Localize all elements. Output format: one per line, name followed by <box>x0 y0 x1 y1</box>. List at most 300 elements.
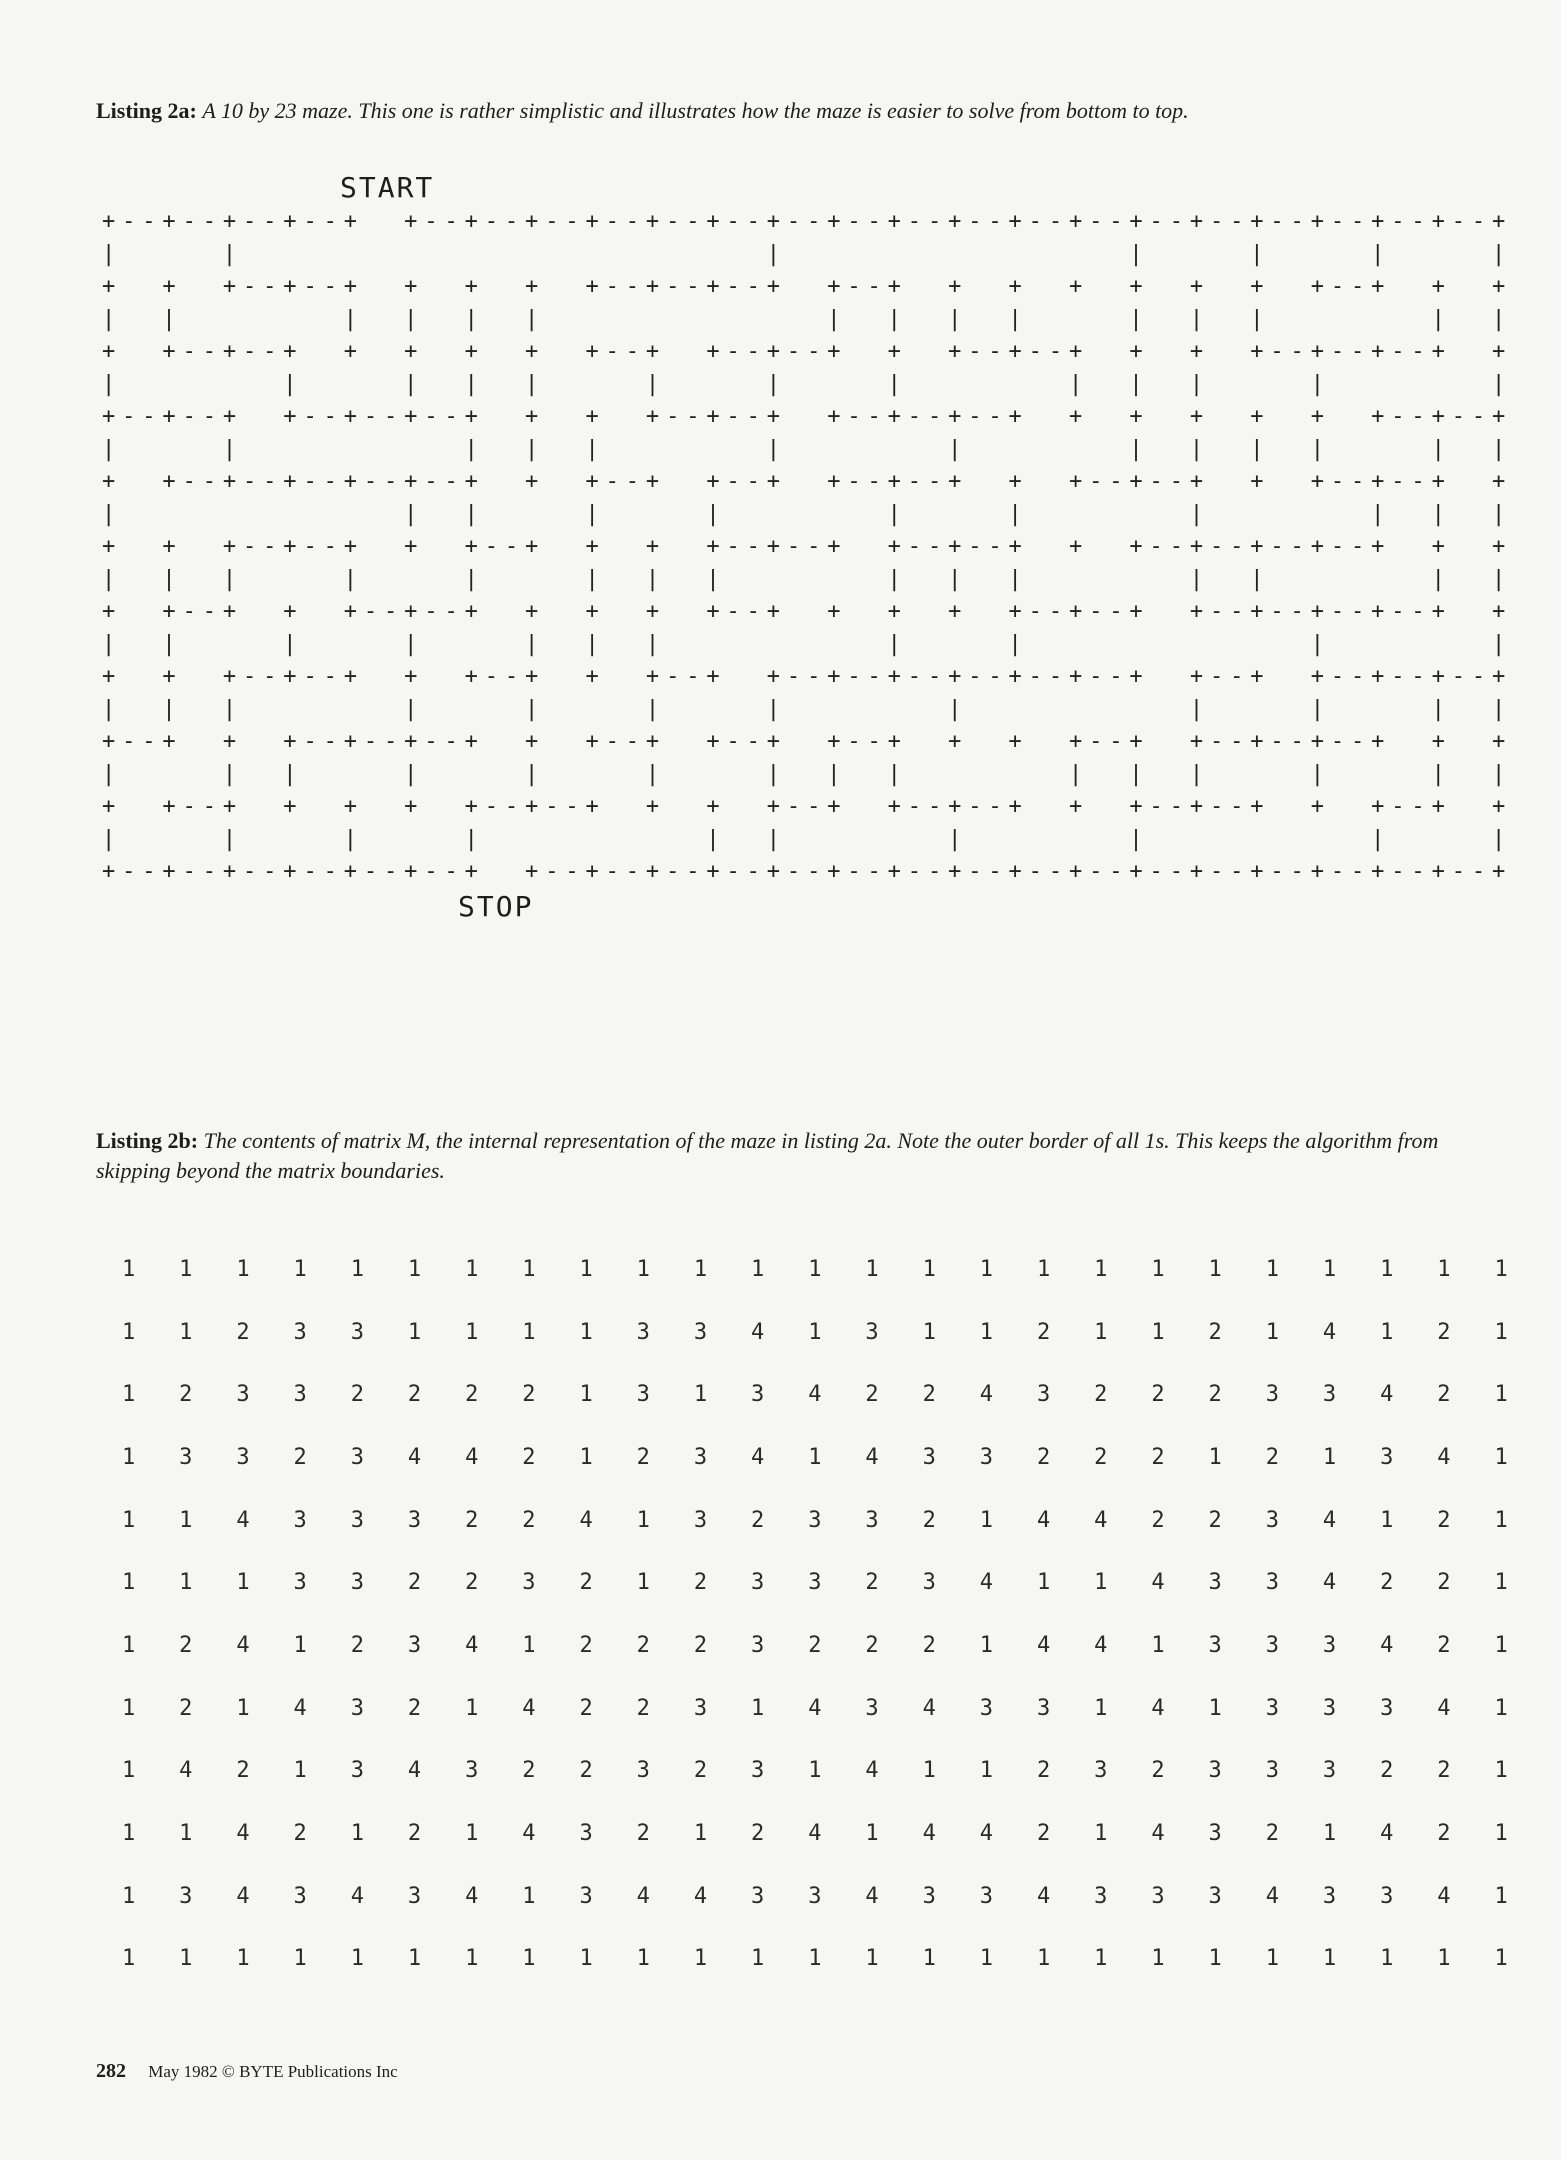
matrix-cell: 2 <box>522 1507 536 1533</box>
matrix-cell: 2 <box>1265 1444 1279 1470</box>
matrix-cell: 2 <box>350 1632 364 1658</box>
matrix-cell: 3 <box>579 1821 593 1847</box>
matrix-cell: 1 <box>1380 1256 1394 1282</box>
matrix-cell: 3 <box>350 1570 364 1596</box>
matrix-cell: 1 <box>636 1256 650 1282</box>
matrix-cell: 2 <box>522 1758 536 1784</box>
matrix-cell: 2 <box>236 1758 250 1784</box>
matrix-cell: 4 <box>979 1570 994 1596</box>
matrix-cell: 1 <box>693 1382 708 1408</box>
matrix-cell: 2 <box>1437 1382 1451 1408</box>
maze-listing <box>102 170 1512 925</box>
matrix-cell: 3 <box>1265 1382 1279 1408</box>
matrix-row <box>100 1363 1530 1426</box>
maze-line: +--+--+--+--+--+--+ +--+--+--+--+--+--+--+--+--+--+--+--+--+--+--+--+ <box>102 859 1513 884</box>
matrix-cell: 4 <box>350 1883 364 1909</box>
matrix-cell: 2 <box>179 1632 193 1658</box>
matrix-cell: 2 <box>407 1695 422 1721</box>
matrix-cell: 4 <box>1322 1507 1337 1533</box>
matrix-cell: 4 <box>236 1507 250 1533</box>
matrix-cell: 3 <box>808 1570 822 1596</box>
matrix-cell: 2 <box>1094 1444 1108 1470</box>
matrix-cell: 2 <box>1380 1758 1394 1784</box>
matrix-cell: 1 <box>1380 1946 1394 1972</box>
matrix-cell: 4 <box>236 1883 250 1909</box>
matrix-cell: 1 <box>1208 1444 1222 1470</box>
matrix-cell: 1 <box>293 1632 307 1658</box>
matrix-cell: 1 <box>808 1256 822 1282</box>
matrix-cell: 1 <box>636 1946 650 1972</box>
matrix-cell: 3 <box>751 1382 765 1408</box>
matrix-cell: 2 <box>236 1319 250 1345</box>
maze-line: | | | | | | | | | | | | | | | <box>102 761 1513 787</box>
matrix-cell: 3 <box>179 1883 193 1909</box>
matrix-cell: 3 <box>1094 1758 1108 1784</box>
matrix-cell: 2 <box>465 1507 479 1533</box>
matrix-cell: 2 <box>636 1821 650 1847</box>
matrix-cell: 3 <box>1036 1382 1051 1408</box>
matrix-cell: 1 <box>121 1507 136 1533</box>
matrix-row <box>100 1551 1530 1614</box>
matrix-cell: 1 <box>922 1256 936 1282</box>
matrix-cell: 3 <box>407 1507 422 1533</box>
matrix-cell: 2 <box>865 1632 879 1658</box>
matrix-cell: 3 <box>1265 1507 1279 1533</box>
matrix-cell: 1 <box>465 1821 479 1847</box>
maze-line: + + +--+--+ + +--+ + +--+ +--+--+--+--+--+--+ +--+ +--+--+--+ <box>102 664 1513 689</box>
matrix-cell: 1 <box>121 1695 136 1721</box>
matrix-cell: 1 <box>1094 1256 1108 1282</box>
matrix-cell: 1 <box>1036 1570 1051 1596</box>
matrix-cell: 4 <box>1094 1632 1108 1658</box>
matrix-cell: 1 <box>636 1507 650 1533</box>
matrix-cell: 1 <box>121 1946 136 1972</box>
matrix-cell: 1 <box>693 1946 708 1972</box>
matrix-cell: 4 <box>1437 1883 1451 1909</box>
matrix-cell: 4 <box>979 1382 994 1408</box>
maze-line: +--+--+ +--+--+--+ + + +--+--+ +--+--+--+ + + + + + +--+--+ <box>102 404 1513 429</box>
matrix-cell: 3 <box>1322 1758 1337 1784</box>
matrix-cell: 1 <box>1322 1256 1337 1282</box>
matrix-cell: 4 <box>1151 1821 1165 1847</box>
matrix-cell: 3 <box>1208 1883 1222 1909</box>
matrix-cell: 2 <box>1437 1632 1451 1658</box>
matrix-cell: 4 <box>1380 1821 1394 1847</box>
matrix-cell: 2 <box>579 1758 593 1784</box>
matrix-cell: 3 <box>350 1758 364 1784</box>
matrix-cell: 1 <box>1208 1256 1222 1282</box>
matrix-cell: 1 <box>1208 1946 1222 1972</box>
matrix-row <box>100 1928 1530 1991</box>
matrix-cell: 2 <box>1265 1821 1279 1847</box>
listing-2a-label: Listing 2a: <box>96 98 197 123</box>
matrix-cell: 3 <box>1265 1695 1279 1721</box>
matrix-cell: 3 <box>1208 1570 1222 1596</box>
matrix-cell: 1 <box>1494 1382 1508 1408</box>
matrix-cell: 1 <box>1437 1946 1451 1972</box>
matrix-cell: 3 <box>1208 1632 1222 1658</box>
matrix-cell: 4 <box>808 1821 822 1847</box>
matrix-cell: 4 <box>922 1695 936 1721</box>
matrix-cell: 1 <box>121 1883 136 1909</box>
maze-line: | | | | | | | | | | <box>102 826 1513 852</box>
matrix-cell: 2 <box>1208 1507 1222 1533</box>
matrix-cell: 3 <box>922 1444 936 1470</box>
matrix-cell: 3 <box>693 1695 708 1721</box>
matrix-cell: 3 <box>1265 1632 1279 1658</box>
matrix-cell: 1 <box>522 1632 536 1658</box>
matrix-cell: 1 <box>1494 1821 1508 1847</box>
matrix-cell: 1 <box>121 1256 136 1282</box>
matrix-cell: 1 <box>522 1256 536 1282</box>
matrix-row <box>100 1489 1530 1552</box>
matrix-cell: 4 <box>636 1883 650 1909</box>
listing-2b-label: Listing 2b: <box>96 1128 199 1153</box>
matrix-cell: 2 <box>1151 1382 1165 1408</box>
matrix-cell: 4 <box>522 1695 536 1721</box>
matrix-cell: 3 <box>1265 1570 1279 1596</box>
matrix-cell: 2 <box>1437 1319 1451 1345</box>
matrix-cell: 3 <box>979 1695 994 1721</box>
matrix-cell: 3 <box>751 1758 765 1784</box>
matrix-cell: 1 <box>1094 1570 1108 1596</box>
matrix-cell: 1 <box>1380 1319 1394 1345</box>
matrix-cell: 1 <box>522 1946 536 1972</box>
matrix-cell: 4 <box>293 1695 307 1721</box>
matrix-cell: 3 <box>293 1883 307 1909</box>
matrix-cell: 1 <box>1036 1256 1051 1282</box>
matrix-cell: 3 <box>636 1319 650 1345</box>
matrix-cell: 2 <box>751 1821 765 1847</box>
matrix-cell: 2 <box>350 1382 364 1408</box>
matrix-cell: 2 <box>1036 1444 1051 1470</box>
matrix-cell: 2 <box>636 1695 650 1721</box>
matrix-cell: 2 <box>693 1758 708 1784</box>
matrix-cell: 1 <box>350 1821 364 1847</box>
maze-line: | | | | | | | | | | | <box>102 501 1513 527</box>
matrix-cell: 1 <box>979 1319 994 1345</box>
matrix-cell: 3 <box>808 1507 822 1533</box>
matrix-cell: 2 <box>1036 1821 1051 1847</box>
matrix-cell: 1 <box>522 1319 536 1345</box>
matrix-cell: 3 <box>1151 1883 1165 1909</box>
matrix-cell: 1 <box>1494 1319 1508 1345</box>
matrix-cell: 4 <box>465 1883 479 1909</box>
matrix-cell: 3 <box>922 1570 936 1596</box>
matrix-cell: 1 <box>1151 1256 1165 1282</box>
matrix-cell: 3 <box>236 1382 250 1408</box>
matrix-cell: 3 <box>407 1632 422 1658</box>
matrix-cell: 4 <box>751 1319 765 1345</box>
matrix-cell: 4 <box>1151 1570 1165 1596</box>
matrix-cell: 2 <box>693 1632 708 1658</box>
matrix-cell: 4 <box>1036 1632 1051 1658</box>
matrix-cell: 1 <box>465 1256 479 1282</box>
matrix-cell: 3 <box>1208 1821 1222 1847</box>
matrix-cell: 4 <box>1151 1695 1165 1721</box>
matrix-cell: 3 <box>1036 1695 1051 1721</box>
matrix-cell: 1 <box>1494 1758 1508 1784</box>
matrix-cell: 2 <box>636 1444 650 1470</box>
matrix-cell: 2 <box>465 1382 479 1408</box>
matrix-row <box>100 1865 1530 1928</box>
matrix-cell: 1 <box>121 1821 136 1847</box>
matrix-cell: 2 <box>865 1382 879 1408</box>
matrix-cell: 1 <box>1322 1821 1337 1847</box>
matrix-cell: 4 <box>407 1444 422 1470</box>
matrix-cell: 1 <box>808 1758 822 1784</box>
matrix-cell: 4 <box>1437 1695 1451 1721</box>
matrix-cell: 1 <box>179 1946 193 1972</box>
matrix-cell: 3 <box>808 1883 822 1909</box>
matrix-cell: 1 <box>179 1319 193 1345</box>
matrix-cell: 1 <box>1094 1695 1108 1721</box>
matrix-cell: 4 <box>1036 1883 1051 1909</box>
matrix-cell: 1 <box>979 1507 994 1533</box>
matrix-cell: 2 <box>1151 1758 1165 1784</box>
matrix-cell: 4 <box>236 1821 250 1847</box>
maze-line: | | | | | | | | | | | | | | | <box>102 306 1513 332</box>
maze-line: | | | | | | | | | | | | <box>102 696 1513 722</box>
matrix-cell: 2 <box>1151 1507 1165 1533</box>
matrix-cell: 1 <box>465 1695 479 1721</box>
matrix-cell: 1 <box>121 1444 136 1470</box>
matrix-cell: 2 <box>1437 1821 1451 1847</box>
matrix-cell: 2 <box>636 1632 650 1658</box>
matrix-cell: 1 <box>808 1444 822 1470</box>
matrix-cell: 3 <box>693 1319 708 1345</box>
maze-stop-label: STOP <box>458 889 534 923</box>
matrix-cell: 4 <box>865 1758 879 1784</box>
matrix-cell: 1 <box>407 1256 422 1282</box>
maze-line: | | | | | | | <box>102 241 1513 267</box>
matrix-cell: 1 <box>1036 1946 1051 1972</box>
matrix-cell: 2 <box>922 1632 936 1658</box>
matrix-cell: 3 <box>865 1507 879 1533</box>
matrix-cell: 2 <box>407 1382 422 1408</box>
matrix-cell: 3 <box>465 1758 479 1784</box>
matrix-row <box>100 1238 1530 1301</box>
matrix-cell: 1 <box>1494 1444 1508 1470</box>
matrix-cell: 3 <box>293 1507 307 1533</box>
matrix-cell: 2 <box>693 1570 708 1596</box>
matrix-cell: 3 <box>293 1382 307 1408</box>
matrix-cell: 1 <box>979 1632 994 1658</box>
matrix-cell: 4 <box>1322 1319 1337 1345</box>
matrix-cell: 1 <box>1094 1946 1108 1972</box>
matrix-cell: 4 <box>1322 1570 1337 1596</box>
matrix-cell: 4 <box>522 1821 536 1847</box>
matrix-cell: 3 <box>1208 1758 1222 1784</box>
matrix-cell: 2 <box>808 1632 822 1658</box>
matrix-cell: 3 <box>579 1883 593 1909</box>
listing-2a-caption <box>96 96 1501 126</box>
matrix-cell: 4 <box>1437 1444 1451 1470</box>
maze-line: | | | | | | | | | | | | | <box>102 371 1513 397</box>
maze-line: + +--+ + + + +--+--+ + + +--+ +--+--+ + +--+--+ + +--+ + <box>102 794 1513 819</box>
matrix-cell: 2 <box>407 1570 422 1596</box>
matrix-cell: 3 <box>636 1382 650 1408</box>
matrix-cell: 1 <box>1265 1946 1279 1972</box>
matrix-cell: 3 <box>293 1319 307 1345</box>
matrix-cell: 3 <box>236 1444 250 1470</box>
matrix-cell: 1 <box>922 1758 936 1784</box>
matrix-cell: 1 <box>751 1695 765 1721</box>
matrix-cell: 4 <box>179 1758 193 1784</box>
matrix-cell: 1 <box>865 1256 879 1282</box>
matrix-cell: 1 <box>407 1946 422 1972</box>
matrix-cell: 1 <box>179 1570 193 1596</box>
matrix-cell: 2 <box>1036 1758 1051 1784</box>
matrix-cell: 1 <box>1494 1507 1508 1533</box>
matrix-cell: 4 <box>465 1444 479 1470</box>
matrix-cell: 2 <box>407 1821 422 1847</box>
matrix-cell: 1 <box>121 1758 136 1784</box>
matrix-row <box>100 1802 1530 1865</box>
matrix-cell: 1 <box>522 1883 536 1909</box>
matrix-cell: 3 <box>1380 1695 1394 1721</box>
matrix-cell: 1 <box>1265 1256 1279 1282</box>
maze-line: + +--+--+--+--+--+ + +--+ +--+ +--+--+ + +--+--+ + +--+--+ + <box>102 469 1513 494</box>
matrix-cell: 3 <box>865 1695 879 1721</box>
matrix-cell: 1 <box>236 1695 250 1721</box>
matrix-cell: 3 <box>350 1444 364 1470</box>
matrix-cell: 3 <box>979 1883 994 1909</box>
matrix-cell: 1 <box>808 1319 822 1345</box>
matrix-cell: 1 <box>979 1946 994 1972</box>
matrix-cell: 2 <box>1094 1382 1108 1408</box>
matrix-cell: 1 <box>922 1946 936 1972</box>
matrix-cell: 1 <box>350 1946 364 1972</box>
matrix-cell: 3 <box>407 1883 422 1909</box>
maze-line: + + +--+--+ + +--+ + + +--+--+ +--+--+ + +--+--+--+--+ + + <box>102 534 1513 559</box>
matrix-cell: 2 <box>1208 1382 1222 1408</box>
matrix-cell: 4 <box>465 1632 479 1658</box>
maze-line: + + +--+--+ + + + +--+--+--+ +--+ + + + + + + +--+ + + <box>102 274 1513 299</box>
listing-2b-caption <box>96 1126 1501 1186</box>
matrix-cell: 2 <box>522 1382 536 1408</box>
matrix-cell: 3 <box>350 1695 364 1721</box>
matrix-cell: 3 <box>1322 1632 1337 1658</box>
matrix-cell: 3 <box>350 1507 364 1533</box>
matrix-cell: 2 <box>1151 1444 1165 1470</box>
matrix-cell: 1 <box>1094 1319 1108 1345</box>
matrix-row <box>100 1614 1530 1677</box>
matrix-cell: 4 <box>865 1444 879 1470</box>
matrix-cell: 4 <box>865 1883 879 1909</box>
matrix-cell: 2 <box>179 1382 193 1408</box>
maze-ascii-art <box>102 206 1512 889</box>
matrix-cell: 2 <box>293 1444 307 1470</box>
matrix-cell: 3 <box>1380 1883 1394 1909</box>
footer-text: May 1982 © BYTE Publications Inc <box>148 2062 398 2081</box>
matrix-cell: 1 <box>751 1946 765 1972</box>
matrix-cell: 2 <box>579 1632 593 1658</box>
matrix-cell: 3 <box>1380 1444 1394 1470</box>
matrix-cell: 1 <box>236 1946 250 1972</box>
matrix-cell: 4 <box>808 1382 822 1408</box>
maze-line: + +--+ + +--+--+ + + + +--+ + + + +--+--+ +--+--+--+--+ + <box>102 599 1513 624</box>
matrix-cell: 1 <box>1494 1570 1508 1596</box>
matrix-cell: 1 <box>808 1946 822 1972</box>
maze-line: +--+--+--+--+ +--+--+--+--+--+--+--+--+--+--+--+--+--+--+--+--+--+--+ <box>102 209 1513 234</box>
matrix-cell: 3 <box>1322 1883 1337 1909</box>
page-footer <box>96 2060 398 2083</box>
matrix-cell: 1 <box>236 1570 250 1596</box>
matrix-row <box>100 1426 1530 1489</box>
listing-2b-caption-text: The contents of matrix M, the internal representation of the maze in listing 2a. Note the outer border of all 1s. This keeps the algorithm from skipping beyond the matrix boundaries. <box>96 1128 1439 1183</box>
matrix-cell: 1 <box>1151 1319 1165 1345</box>
matrix-cell: 1 <box>1437 1256 1451 1282</box>
matrix-cell: 1 <box>1322 1946 1337 1972</box>
matrix-cell: 1 <box>350 1256 364 1282</box>
matrix-cell: 4 <box>1380 1382 1394 1408</box>
matrix-cell: 1 <box>1265 1319 1279 1345</box>
matrix-cell: 4 <box>1265 1883 1279 1909</box>
matrix-cell: 1 <box>293 1946 307 1972</box>
matrix-cell: 1 <box>693 1821 708 1847</box>
matrix-cell: 1 <box>236 1256 250 1282</box>
matrix-cell: 4 <box>1380 1632 1394 1658</box>
matrix-cell: 1 <box>179 1507 193 1533</box>
matrix-cell: 1 <box>407 1319 422 1345</box>
matrix-cell: 1 <box>121 1382 136 1408</box>
matrix-cell: 1 <box>1151 1632 1165 1658</box>
matrix-cell: 3 <box>1322 1695 1337 1721</box>
page-number: 282 <box>96 2060 126 2082</box>
matrix-cell: 3 <box>1265 1758 1279 1784</box>
matrix-cell: 2 <box>579 1570 593 1596</box>
matrix-cell: 4 <box>693 1883 708 1909</box>
matrix-cell: 1 <box>579 1256 593 1282</box>
matrix-cell: 1 <box>979 1256 994 1282</box>
matrix-cell: 3 <box>751 1570 765 1596</box>
matrix-cell: 1 <box>1151 1946 1165 1972</box>
matrix-cell: 2 <box>579 1695 593 1721</box>
matrix-cell: 1 <box>121 1319 136 1345</box>
matrix-cell: 3 <box>693 1444 708 1470</box>
matrix-cell: 2 <box>751 1507 765 1533</box>
matrix-cell: 1 <box>465 1319 479 1345</box>
matrix-cell: 3 <box>1322 1382 1337 1408</box>
matrix-cell: 1 <box>121 1632 136 1658</box>
matrix-cell: 3 <box>179 1444 193 1470</box>
maze-line: + +--+--+ + + + + +--+ +--+--+ + +--+--+ + + +--+--+--+ + <box>102 339 1513 364</box>
matrix-cell: 1 <box>751 1256 765 1282</box>
matrix-cell: 2 <box>1437 1507 1451 1533</box>
maze-line: | | | | | | | | | | | | | <box>102 436 1513 462</box>
matrix-cell: 3 <box>522 1570 536 1596</box>
matrix-cell: 3 <box>693 1507 708 1533</box>
matrix-cell: 1 <box>922 1319 936 1345</box>
matrix-cell: 1 <box>1494 1632 1508 1658</box>
matrix-cell: 4 <box>236 1632 250 1658</box>
matrix-cell: 1 <box>1494 1883 1508 1909</box>
matrix-cell: 2 <box>179 1695 193 1721</box>
matrix-cell: 4 <box>922 1821 936 1847</box>
matrix-cell: 2 <box>522 1444 536 1470</box>
matrix-cell: 4 <box>1094 1507 1108 1533</box>
matrix-cell: 1 <box>1494 1695 1508 1721</box>
matrix-cell: 1 <box>1494 1946 1508 1972</box>
matrix-cell: 1 <box>293 1256 307 1282</box>
matrix-cell: 1 <box>179 1256 193 1282</box>
matrix-cell: 3 <box>293 1570 307 1596</box>
matrix-m-table <box>100 1238 1530 1990</box>
matrix-cell: 3 <box>865 1319 879 1345</box>
matrix-cell: 3 <box>636 1758 650 1784</box>
matrix-cell: 1 <box>293 1758 307 1784</box>
